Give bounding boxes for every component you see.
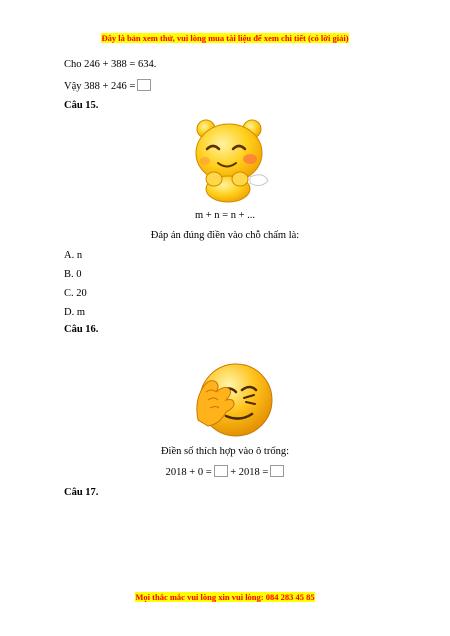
q15-title: Câu 15.: [64, 100, 99, 111]
q16-eq-part2: + 2018 =: [230, 467, 269, 478]
q14-given: Cho 246 + 388 = 634.: [64, 59, 157, 70]
q15-option-c[interactable]: C. 20: [64, 288, 87, 299]
q15-option-b[interactable]: B. 0: [64, 269, 82, 280]
q16-eq-part1: 2018 + 0 =: [165, 467, 212, 478]
q15-prompt: Đáp án đúng điền vào chỗ chấm là:: [150, 230, 300, 241]
q15-option-a[interactable]: A. n: [64, 250, 83, 261]
contact-footer-text: Mọi thắc mắc vui lòng xin vui lòng: 084 283 45 85: [135, 592, 315, 602]
q14-question: [64, 79, 151, 93]
answer-box-2[interactable]: [270, 465, 284, 477]
contact-footer: [0, 587, 450, 605]
q15-equation: m + n = n + ...: [194, 210, 256, 221]
q16-title: Câu 16.: [64, 324, 99, 335]
answer-box[interactable]: [137, 79, 151, 91]
q16-equation: [0, 465, 450, 479]
answer-box-1[interactable]: [214, 465, 228, 477]
preview-notice-text: Đây là bản xem thử, vui lòng mua tài liệu để xem chi tiết (có lời giải): [101, 33, 349, 43]
q14-ask-text: Vậy 388 + 246 =: [64, 81, 136, 92]
q15-option-d[interactable]: D. m: [64, 307, 85, 318]
facepalm-emoji-image: [186, 360, 278, 440]
smiling-mascot-image: [188, 117, 270, 203]
q16-prompt: Điền số thích hợp vào ô trống:: [160, 446, 290, 457]
preview-notice: [0, 28, 450, 46]
q17-title: Câu 17.: [64, 487, 99, 498]
